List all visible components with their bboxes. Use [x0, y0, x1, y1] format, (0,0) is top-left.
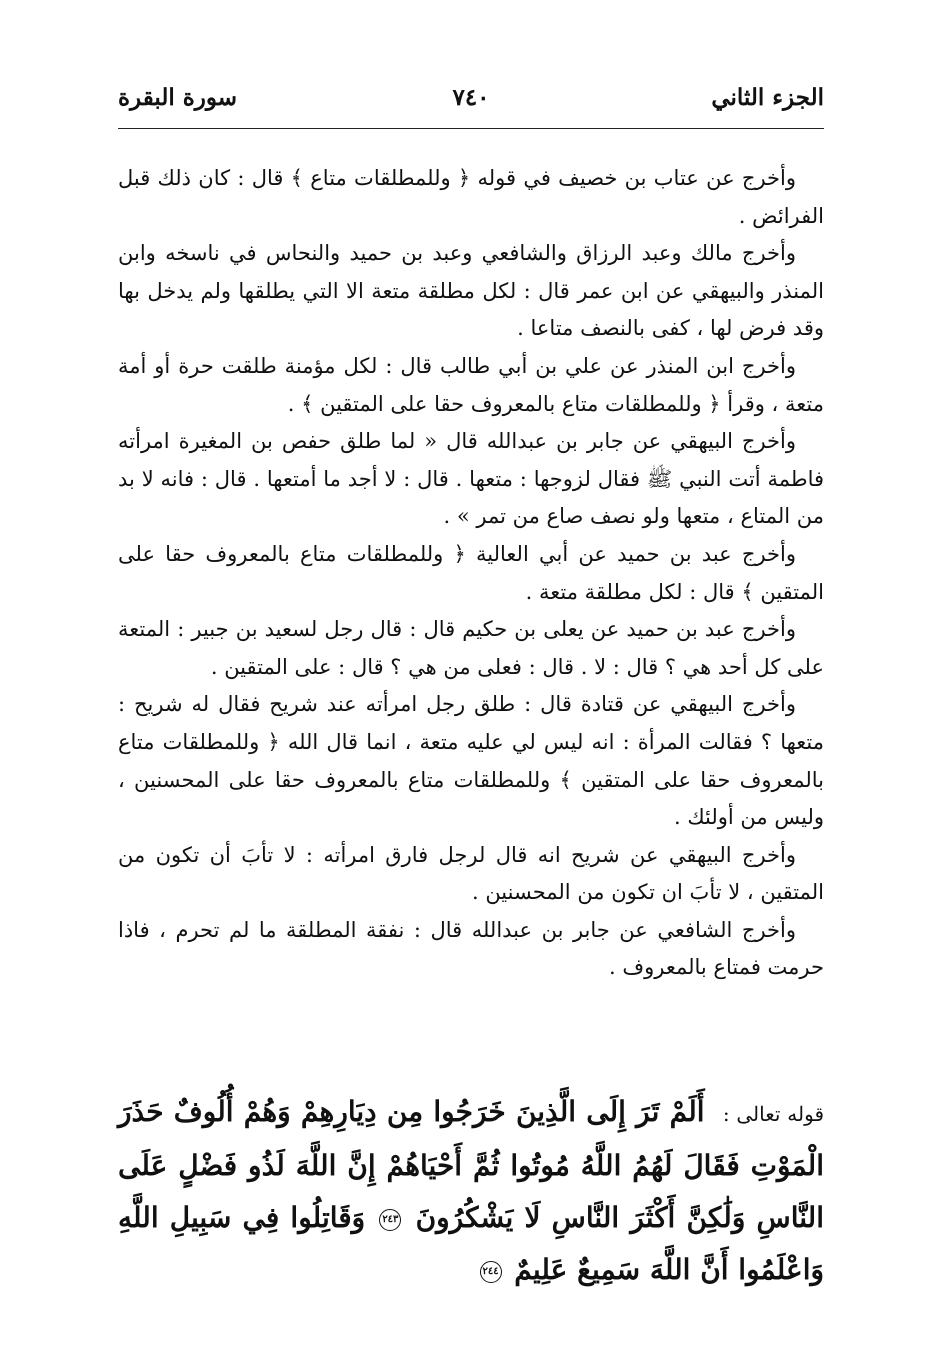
header-part-label: الجزء الثاني	[711, 84, 824, 111]
paragraph: وأخرج الشافعي عن جابر بن عبدالله قال : نفقة المطلقة ما لم تحرم ، فاذا حرمت فمتاع بالمعروف .	[118, 917, 824, 980]
verse-text: أَلَمْ تَرَ إِلَى الَّذِينَ خَرَجُوا مِن دِيَارِهِمْ وَهُمْ أُلُوفٌ حَذَرَ الْمَوْتِ فَقَالَ لَهُمُ اللَّهُ مُوتُوا ثُمَّ أَحْيَاهُمْ إِنَّ اللَّهَ لَذُو فَضْلٍ عَلَى النَّاسِ وَلَٰكِنَّ أَكْثَرَ النَّاسِ لَا يَشْكُرُونَ	[118, 1095, 824, 1234]
ayah-number-marker: ٢٤٤	[480, 1261, 502, 1283]
body-text	[118, 160, 824, 987]
page-header	[118, 84, 824, 124]
verse-intro: قوله تعالى :	[722, 1102, 825, 1126]
ayah-number-marker: ٢٤٣	[379, 1209, 401, 1231]
paragraph: وأخرج عن عتاب بن خصيف في قوله ﴿ وللمطلقات متاع ﴾ قال : كان ذلك قبل الفرائض .	[118, 166, 824, 228]
header-page-number: ٧٤٠	[452, 84, 490, 111]
paragraph: وأخرج ابن المنذر عن علي بن أبي طالب قال : لكل مؤمنة طلقت حرة أو أمة متعة ، وقرأ ﴿ وللمطلقات متاع بالمعروف حقا على المتقين ﴾ .	[118, 353, 824, 416]
header-divider	[118, 128, 824, 129]
paragraph: وأخرج البيهقي عن قتادة قال : طلق رجل امرأته عند شريح فقال له شريح : متعها ؟ فقالت المرأة : انه ليس لي عليه متعة ، انما قال الله ﴿ وللمطلقات متاع بالمعروف حقا على المتقين ﴾ وللمطلقات متاع بالمعروف حقا على المحسنين ، وليس من أولئك .	[118, 692, 824, 830]
quran-verse-block	[118, 1086, 824, 1296]
verse-text: وَقَاتِلُوا فِي سَبِيلِ اللَّهِ وَاعْلَمُوا أَنَّ اللَّهَ سَمِيعٌ عَلِيمٌ	[118, 1201, 824, 1286]
paragraph: وأخرج البيهقي عن جابر بن عبدالله قال « لما طلق حفص بن المغيرة امرأته فاطمة أتت النبي ﷺ فقال لزوجها : متعها . قال : لا أجد ما أمتعها . قال : فانه لا بد من المتاع ، متعها ولو نصف صاع من تمر » .	[118, 429, 824, 529]
header-surah-label: سورة البقرة	[118, 84, 238, 111]
paragraph: وأخرج مالك وعبد الرزاق والشافعي وعبد بن حميد والنحاس في ناسخه وابن المنذر والبيهقي عن ابن عمر قال : لكل مطلقة متعة الا التي يطلقها ولم يدخل بها وقد فرض لها ، كفى بالنصف متاعا .	[118, 241, 824, 341]
paragraph: وأخرج عبد بن حميد عن يعلى بن حكيم قال : قال رجل لسعيد بن جبير : المتعة على كل أحد هي ؟ قال : لا . قال : فعلى من هي ؟ قال : على المتقين .	[118, 617, 824, 679]
paragraph: وأخرج عبد بن حميد عن أبي العالية ﴿ وللمطلقات متاع بالمعروف حقا على المتقين ﴾ قال : لكل مطلقة متعة .	[118, 541, 824, 604]
paragraph: وأخرج البيهقي عن شريح انه قال لرجل فارق امرأته : لا تأبَ أن تكون من المتقين ، لا تأبَ ان تكون من المحسنين .	[118, 842, 824, 905]
